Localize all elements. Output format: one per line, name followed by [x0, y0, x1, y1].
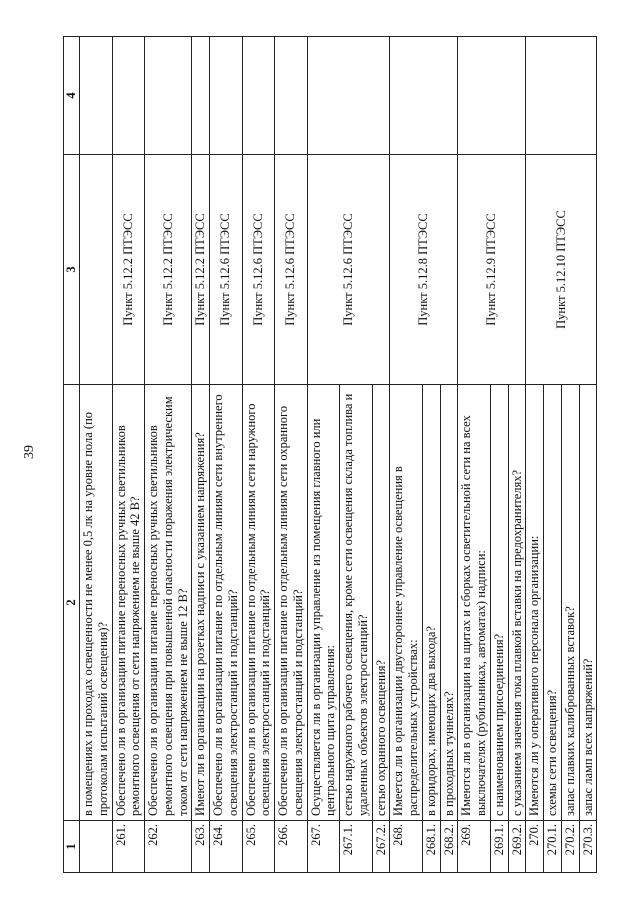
row-number: 266. — [275, 821, 308, 873]
row-question: в проходных туннелях? — [440, 385, 458, 821]
row-reference: Пункт 5.12.2 ПТЭСС — [145, 155, 192, 385]
row-reference: Пункт 5.12.8 ПТЭСС — [390, 155, 458, 385]
table-row — [390, 37, 423, 873]
row-number: 261. — [112, 821, 145, 873]
row-reference: Пункт 5.12.6 ПТЭСС — [242, 155, 275, 385]
row-remark — [458, 37, 526, 155]
table-row — [526, 37, 544, 873]
row-number: 265. — [242, 821, 275, 873]
row-reference: Пункт 5.12.10 ПТЭСС — [526, 155, 597, 385]
row-question: сетью наружного рабочего освещения, кроме сети освещения склада топлива и удаленных объектов электростанций? — [340, 385, 373, 821]
rotated-page — [63, 37, 593, 873]
row-question: запас ламп всех напряжений? — [579, 385, 597, 821]
checklist-table — [63, 36, 597, 873]
row-number: 269. — [458, 821, 491, 873]
row-number: 267.2. — [372, 821, 390, 873]
row-question: Обеспечено ли в организации питание переносных ручных светильников ремонтного освещения от сети напряжением не выше 42 В? — [112, 385, 145, 821]
row-reference: Пункт 5.12.9 ПТЭСС — [458, 155, 526, 385]
row-question: с наименованием присоединения? — [490, 385, 508, 821]
table-row — [242, 37, 275, 873]
row-question: в коридорах, имеющих два выхода? — [422, 385, 440, 821]
row-question: Имеют ли в организации на розетках надписи с указанием напряжения? — [192, 385, 210, 821]
row-remark — [112, 37, 145, 155]
row-number: 268.1. — [422, 821, 440, 873]
row-reference: Пункт 5.12.6 ПТЭСС — [307, 155, 390, 385]
row-remark — [390, 37, 458, 155]
row-question: в помещениях и проходах освещенности не менее 0,5 лк на уровне пола (по протоколам испытаний освещения)? — [80, 385, 113, 821]
table-row — [192, 37, 210, 873]
row-question: сетью охранного освещения? — [372, 385, 390, 821]
table-row — [145, 37, 192, 873]
table-row — [458, 37, 491, 873]
table-row — [275, 37, 308, 873]
row-reference — [80, 155, 113, 385]
table-row — [80, 37, 113, 873]
header-col-3: 3 — [64, 155, 80, 385]
row-remark — [80, 37, 113, 155]
row-remark — [242, 37, 275, 155]
row-question: Обеспечено ли в организации питание переносных ручных светильников ремонтного освещения при повышенной опасности поражения электрическим током от сети напряжением не выше 12 В? — [145, 385, 192, 821]
row-number: 270. — [526, 821, 544, 873]
table-row — [112, 37, 145, 873]
row-reference: Пункт 5.12.6 ПТЭСС — [210, 155, 243, 385]
row-number: 263. — [192, 821, 210, 873]
row-question: Имеются ли в организации на щитах и сборках осветительной сети на всех выключателях (рубильниках, автоматах) надписи: — [458, 385, 491, 821]
row-question: с указанием значения тока плавкой вставки на предохранителях? — [508, 385, 526, 821]
row-remark — [210, 37, 243, 155]
row-number: 267. — [307, 821, 340, 873]
row-question: схемы сети освещения? — [544, 385, 562, 821]
row-reference: Пункт 5.12.2 ПТЭСС — [192, 155, 210, 385]
row-number: 270.2. — [561, 821, 579, 873]
row-number: 270.1. — [544, 821, 562, 873]
table-row — [307, 37, 340, 873]
row-remark — [307, 37, 390, 155]
header-col-1: 1 — [64, 821, 80, 873]
row-question: Имеется ли в организации двустороннее управление освещения в распределительных устройствах: — [390, 385, 423, 821]
row-question: Осуществляется ли в организации управление из помещения главного или центрального щита управления: — [307, 385, 340, 821]
row-remark — [275, 37, 308, 155]
row-question: запас плавких калиброванных вставок? — [561, 385, 579, 821]
table-header-row — [64, 37, 80, 873]
row-number: 270.3. — [579, 821, 597, 873]
header-col-4: 4 — [64, 37, 80, 155]
row-number: 264. — [210, 821, 243, 873]
header-col-2: 2 — [64, 385, 80, 821]
row-number: 268. — [390, 821, 423, 873]
row-reference: Пункт 5.12.2 ПТЭСС — [112, 155, 145, 385]
row-number — [80, 821, 113, 873]
row-remark — [526, 37, 597, 155]
row-question: Имеются ли у оперативного персонала организации: — [526, 385, 544, 821]
row-question: Обеспечено ли в организации питание по отдельным линиям сети охранного освещения электростанций и подстанций? — [275, 385, 308, 821]
row-number: 268.2. — [440, 821, 458, 873]
row-question: Обеспечено ли в организации питание по отдельным линиям сети наружного освещения электростанций и подстанций? — [242, 385, 275, 821]
row-remark — [145, 37, 192, 155]
page-number: 39 — [22, 445, 37, 459]
table-row — [210, 37, 243, 873]
row-reference: Пункт 5.12.6 ПТЭСС — [275, 155, 308, 385]
row-number: 269.2. — [508, 821, 526, 873]
row-question: Обеспечено ли в организации питание по отдельным линиям сети внутреннего освещения электростанций и подстанций? — [210, 385, 243, 821]
row-number: 269.1. — [490, 821, 508, 873]
row-remark — [192, 37, 210, 155]
row-number: 267.1. — [340, 821, 373, 873]
row-number: 262. — [145, 821, 192, 873]
